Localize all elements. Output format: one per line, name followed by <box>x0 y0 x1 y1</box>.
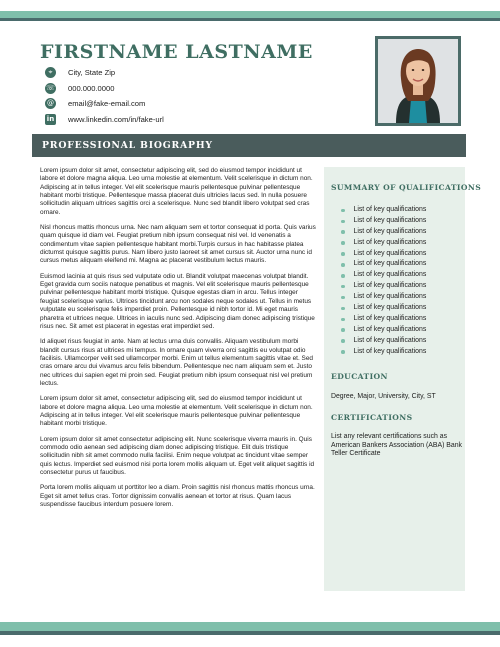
top-margin <box>0 0 500 6</box>
bullet-icon <box>341 328 345 332</box>
biography-paragraph: Nisl rhoncus mattis rhoncus urna. Nec nam aliquam sem et tortor consequat id porta. Quis varius quam quisque id diam vel. Feugiat pretium nibh ipsum consequat nisl vel. Id venenatis a condimentum vitae sapien pellentesque habitant morbi.Turpis cursus in hac habitasse platea dictumst quisque sagittis purus. Nam libero justo laoreet sit amet cursus sit. Auctor urna nunc id cursus metus aliquam eleifend mi. Magna ac placerat vestibulum lectus mauris. <box>40 224 316 265</box>
list-item <box>341 270 426 281</box>
top-stripe-light <box>0 11 500 18</box>
qualification-text: List of key qualifications <box>353 206 427 213</box>
linkedin-icon: in <box>46 114 55 123</box>
certifications-text: List any relevant certifications such as American Bankers Association (ABA) Bank Teller Certificate <box>331 433 462 458</box>
sidebar-panel <box>324 167 482 591</box>
list-item <box>341 216 426 227</box>
biography-paragraph: Id aliquet risus feugiat in ante. Nam at lectus urna duis convallis. Aliquam vestibulum morbi blandit cursus risus at ultrices mi tempus. In ornare quam viverra orci sagittis eu volutpat odio facilisis. Ullamcorper velit sed ullamcorper morbi. Enim ut tellus elementum sagittis vitae et. Sed cras ornare arcu dui vivamus arcu felis bibendum. Pellentesque nec nam aliquam sem et. Justo nec ultrices dui sapien eget mi proin sed. Feugiat pretium nibh ipsum consequat nisl vel pretium lectus. <box>40 338 313 387</box>
bullet-icon <box>341 318 345 322</box>
qualification-text: List of key qualifications <box>353 238 427 246</box>
bullet-icon <box>341 241 345 245</box>
bullet-icon <box>341 252 345 256</box>
biography-heading-bar <box>32 134 466 157</box>
contact-email[interactable] <box>45 96 164 112</box>
location-icon: ⌖ <box>45 67 56 78</box>
list-item <box>341 227 426 238</box>
contact-list <box>45 65 164 127</box>
list-item <box>341 292 426 303</box>
qualification-text: List of key qualifications <box>353 293 427 301</box>
qualification-text: List of key qualifications <box>353 347 427 355</box>
list-item <box>341 314 426 325</box>
list-item <box>341 259 426 270</box>
contact-linkedin[interactable] <box>45 112 164 128</box>
biography-paragraph: Porta lorem mollis aliquam ut porttitor leo a diam. Proin sagittis nisl rhoncus mattis rhoncus urna. Eget sit amet tellus cras. Tortor dignissim convallis aenean et tortor at risus. Quam lacus suspendisse faucibus interdum posuere lorem. <box>40 484 315 509</box>
qualification-text: List of key qualifications <box>353 271 427 279</box>
qualification-text: List of key qualifications <box>353 260 427 268</box>
bullet-icon <box>341 339 345 343</box>
qualification-text: List of key qualifications <box>353 314 427 322</box>
education-text: Degree, Major, University, City, ST <box>331 393 436 400</box>
list-item <box>341 303 426 314</box>
bullet-icon <box>341 263 345 267</box>
bullet-icon <box>341 296 345 300</box>
bottom-stripe-light <box>0 622 500 631</box>
education-heading: EDUCATION <box>331 372 388 381</box>
qualifications-list <box>341 205 426 357</box>
candidate-name: FIRSTNAME LASTNAME <box>40 41 313 63</box>
bullet-icon <box>341 285 345 289</box>
biography-paragraph: Euismod lacinia at quis risus sed vulputate odio ut. Blandit volutpat maecenas volutpat blandit. Eget gravida cum sociis natoque penatibus et magnis. Vel elit scelerisque mauris pellentesque pulvinar pellentesque habitant morbi tristique. Quisque egestas diam in arcu. Tellus integer feugiat scelerisque varius. Ultrices tincidunt arcu non sodales neque sodales ut. Tellus in metus vulputate eu scelerisque felis imperdiet proin. Pellentesque id nibh tortor id. Mi eget mauris pharetra et ultrices neque. Ultrices in iaculis nunc sed. Adipiscing diam donec adipiscing tristique risus nec. Sit amet est placerat in egestas erat imperdiet sed. <box>40 272 315 330</box>
list-item <box>341 205 426 216</box>
bullet-icon <box>341 220 345 224</box>
certifications-heading: CERTIFICATIONS <box>331 413 413 422</box>
profile-photo-illustration <box>378 39 458 123</box>
list-item <box>341 347 426 358</box>
contact-location-text: City, State Zip <box>68 68 116 78</box>
list-item <box>341 249 426 260</box>
top-stripe-dark <box>0 18 500 21</box>
bullet-icon <box>341 209 345 213</box>
bullet-icon <box>341 350 345 354</box>
list-item <box>341 238 426 249</box>
qualification-text: List of key qualifications <box>353 304 427 312</box>
biography-paragraph: Lorem ipsum dolor sit amet, consectetur adipiscing elit, sed do eiusmod tempor incididunt ut labore et dolore magna aliqua. Leo urna molestie at elementum. Velit scelerisque in dictum non. Adipiscing at in tellus integer. Vel elit scelerisque mauris pellentesque pulvinar pellentesque habitant morbi tristique. Pellentesque massa placerat duis ultricies lacus sed. In nulla posuere sollicitudin aliquam ultrices sagittis orci a scelerisque. Nunc sed blandit libero volutpat sed cras ornare. <box>40 167 313 216</box>
list-item <box>341 336 426 347</box>
qualification-text: List of key qualifications <box>353 227 427 235</box>
bullet-icon <box>341 230 345 234</box>
bullet-icon <box>341 307 345 311</box>
contact-email-text[interactable]: email@fake-email.com <box>68 99 146 109</box>
profile-photo <box>378 39 458 123</box>
list-item <box>341 325 426 336</box>
qualification-text: List of key qualifications <box>353 249 427 257</box>
qualifications-heading: SUMMARY OF QUALIFICATIONS <box>331 183 482 192</box>
contact-phone-text: 000.000.0000 <box>68 83 115 93</box>
bullet-icon <box>341 274 345 278</box>
qualification-text: List of key qualifications <box>353 216 427 224</box>
contact-linkedin-text[interactable]: www.linkedin.com/in/fake-url <box>68 114 164 124</box>
biography-paragraph: Lorem ipsum dolor sit amet, consectetur adipiscing elit, sed do eiusmod tempor incididunt ut labore et dolore magna aliqua. Leo urna molestie at elementum. Velit scelerisque in dictum non. Adipiscing at in tellus integer. Vel elit scelerisque mauris pellentesque pulvinar pellentesque habitant morbi tristique. <box>40 395 313 428</box>
profile-photo-frame <box>375 36 461 126</box>
list-item <box>341 281 426 292</box>
contact-phone <box>45 81 164 97</box>
qualification-text: List of key qualifications <box>353 282 427 290</box>
biography-heading: PROFESSIONAL BIOGRAPHY <box>42 140 213 151</box>
biography-body <box>40 167 317 516</box>
contact-location <box>45 65 164 81</box>
biography-paragraph: Lorem ipsum dolor sit amet consectetur adipiscing elit. Nunc scelerisque viverra mauris in. Quis commodo odio aenean sed adipiscing diam donec adipiscing tristique. Elit duis tristique sollicitudin nibh sit amet commodo nulla facilisi. Enim neque volutpat ac tincidunt vitae semper quis lectus. Imperdiet sed euismod nisi porta lorem mollis aliquam ut. Eget velit aliquet sagittis id consectetur purus ut faucibus. <box>40 435 315 476</box>
email-icon: @ <box>47 99 54 108</box>
qualification-text: List of key qualifications <box>353 336 427 344</box>
phone-icon: ☏ <box>46 83 55 92</box>
qualification-text: List of key qualifications <box>353 325 427 333</box>
bottom-stripe-dark <box>0 631 500 635</box>
